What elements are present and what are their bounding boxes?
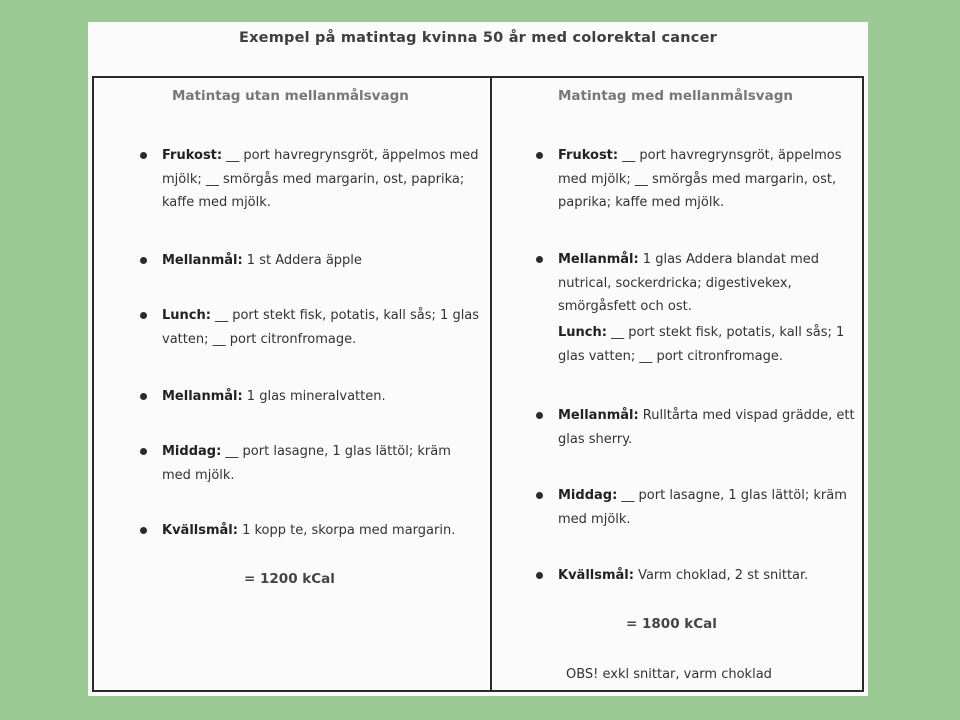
column-with-snack-cart (492, 78, 862, 690)
meal-item-evening (558, 564, 858, 588)
meal-text: 1 glas mineralvatten. (242, 389, 386, 404)
meal-label: Lunch: (162, 308, 211, 323)
meal-text: 1 kopp te, skorpa med margarin. (237, 523, 456, 538)
meal-label: Mellanmål: (558, 408, 639, 423)
meal-label: Middag: (162, 444, 222, 459)
document-sheet (88, 22, 868, 696)
meal-item-dinner (558, 484, 858, 531)
meal-label: Middag: (558, 488, 618, 503)
meal-item-dinner (162, 440, 482, 487)
meal-label: Mellanmål: (162, 389, 243, 404)
meal-label: Lunch: (558, 325, 607, 340)
meal-item-evening (162, 519, 482, 543)
meal-item-lunch (558, 321, 858, 368)
column-without-snack-cart (94, 78, 490, 690)
meal-label: Mellanmål: (162, 253, 243, 268)
meal-text: __ port lasagne, 1 glas lättöl; kräm med mjölk. (162, 444, 451, 483)
footnote: OBS! exkl snittar, varm choklad (566, 667, 772, 682)
meal-item-lunch (162, 304, 482, 351)
meal-label: Kvällsmål: (558, 568, 634, 583)
meal-label: Kvällsmål: (162, 523, 238, 538)
meal-text: __ port stekt fisk, potatis, kall sås; 1 glas vatten; __ port citronfromage. (558, 325, 845, 364)
comparison-table (92, 76, 864, 692)
meal-label: Frukost: (558, 148, 619, 163)
meal-item-breakfast (558, 144, 858, 215)
meal-text: __ port havregrynsgröt, äppelmos med mjölk; __ smörgås med margarin, ost, paprika; kaffe med mjölk. (558, 148, 842, 210)
total-kcal-left: = 1200 kCal (244, 571, 335, 587)
meal-item-snack (558, 248, 858, 319)
meal-text: __ port lasagne, 1 glas lättöl; kräm med mjölk. (558, 488, 847, 527)
meal-text: __ port havregrynsgröt, äppelmos med mjölk; __ smörgås med margarin, ost, paprika; kaffe med mjölk. (162, 148, 479, 210)
total-kcal-right: = 1800 kCal (626, 616, 717, 632)
meal-text: __ port stekt fisk, potatis, kall sås; 1 glas vatten; __ port citronfromage. (162, 308, 480, 347)
meal-item-snack-2 (558, 404, 858, 451)
meal-item-snack-2 (162, 385, 482, 409)
meal-item-breakfast (162, 144, 482, 215)
document-title: Exempel på matintag kvinna 50 år med colorektal cancer (239, 30, 717, 46)
meal-text: 1 glas Addera blandat med nutrical, sockerdricka; digestivekex, smörgåsfett och ost. (558, 252, 819, 314)
column-heading-right: Matintag med mellanmålsvagn (558, 88, 793, 104)
column-heading-left: Matintag utan mellanmålsvagn (172, 88, 409, 104)
meal-label: Mellanmål: (558, 252, 639, 267)
meal-text: Rulltårta med vispad grädde, ett glas sherry. (558, 408, 855, 447)
meal-label: Frukost: (162, 148, 223, 163)
meal-text: Varm choklad, 2 st snittar. (633, 568, 809, 583)
meal-item-snack (162, 249, 482, 273)
meal-text: 1 st Addera äpple (242, 253, 362, 268)
